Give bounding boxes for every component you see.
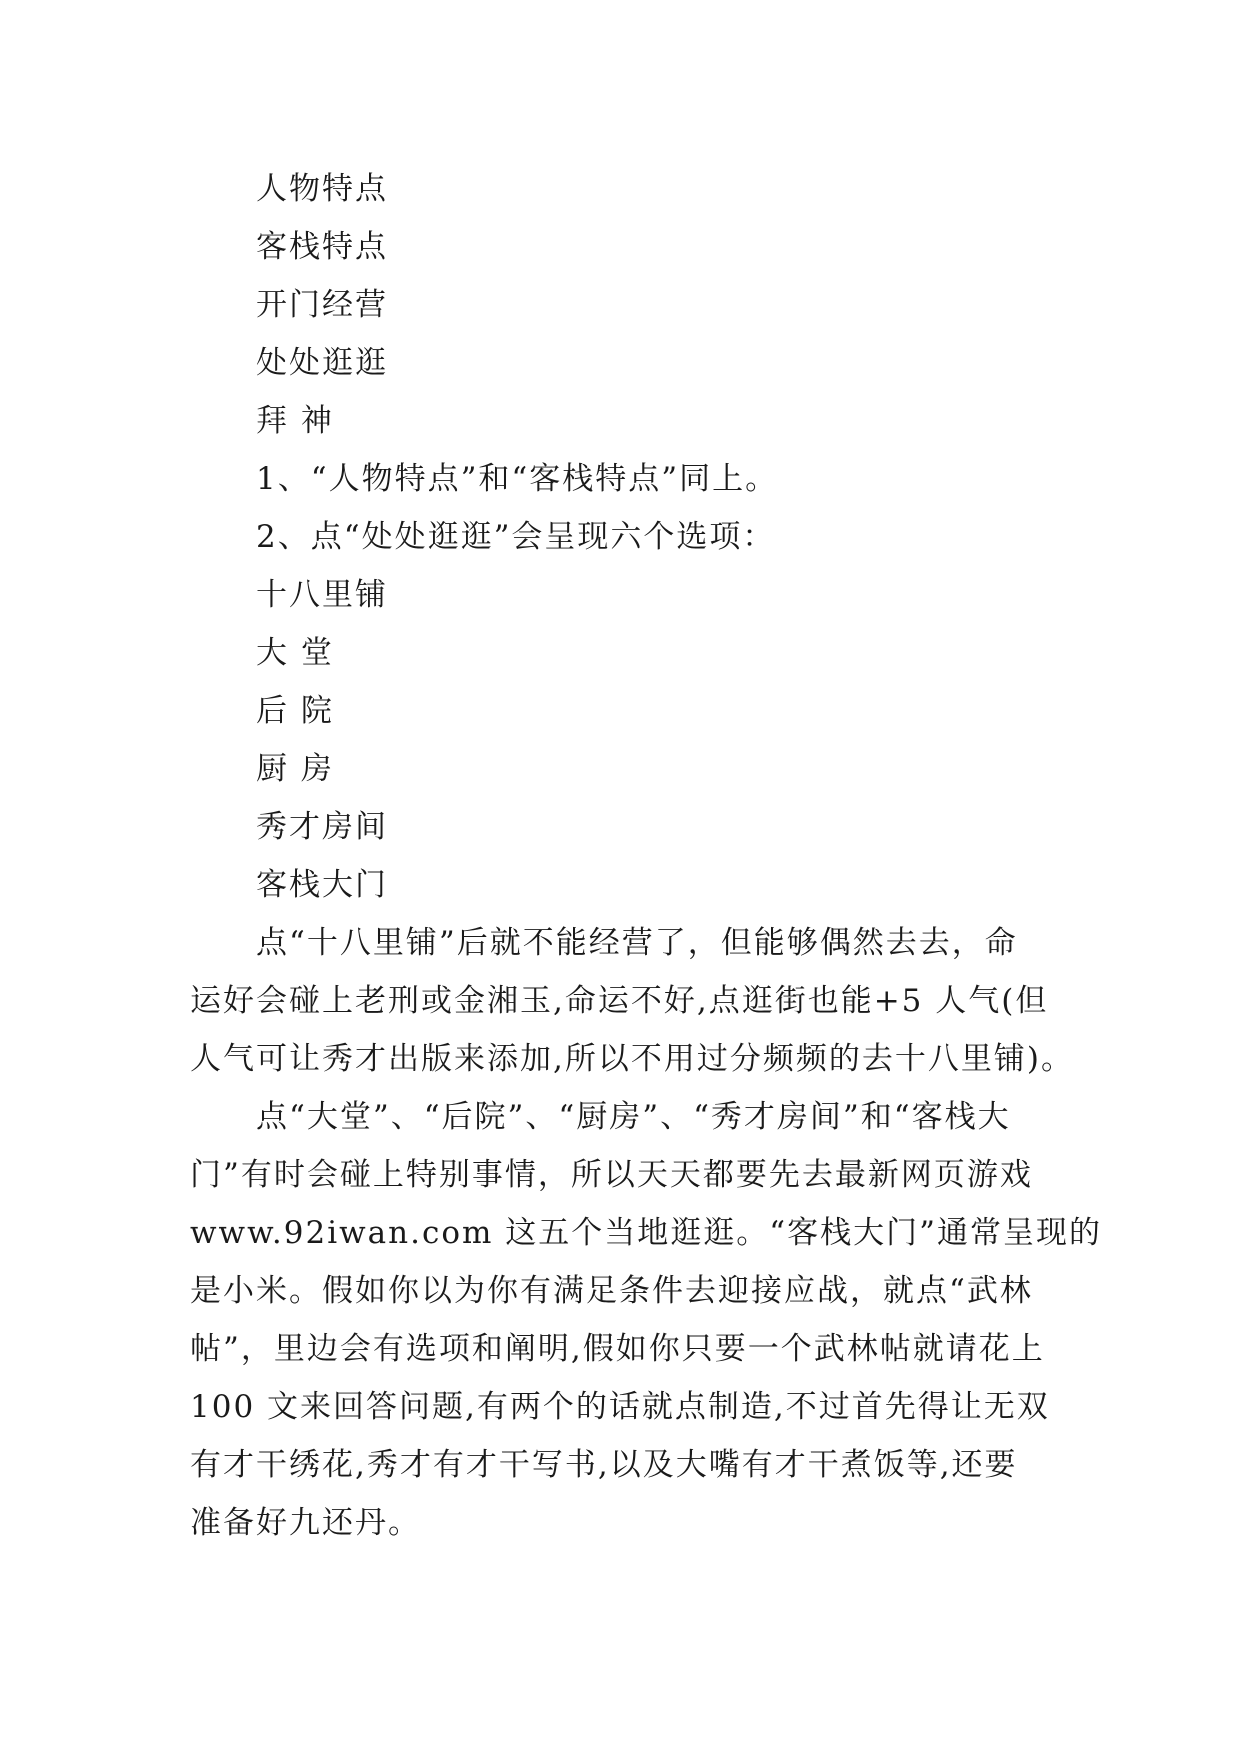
paragraph-line: 准备好九还丹。 — [190, 1505, 421, 1541]
paragraph-line: 是小米。假如你以为你有满足条件去迎接应战，就点“武林 — [190, 1273, 1033, 1309]
list-item: 大 堂 — [256, 635, 334, 671]
list-item: 开门经营 — [256, 287, 388, 323]
paragraph-locations — [190, 1088, 1102, 1552]
paragraph-line: 门”有时会碰上特别事情，所以天天都要先去最新网页游戏 — [190, 1157, 1033, 1193]
document-body — [190, 160, 1102, 1552]
paragraph-line: 有才干绣花,秀才有才干写书,以及大嘴有才干煮饭等,还要 — [190, 1447, 1018, 1483]
paragraph-line: 点“十八里铺”后就不能经营了，但能够偶然去去，命 — [256, 925, 1018, 961]
paragraph-line: 帖”，里边会有选项和阐明,假如你只要一个武林帖就请花上 — [190, 1331, 1045, 1367]
list-item: 处处逛逛 — [256, 345, 388, 381]
paragraph-line: www.92iwan.com 这五个当地逛逛。“客栈大门”通常呈现的 — [190, 1215, 1102, 1251]
paragraph-line: 100 文来回答问题,有两个的话就点制造,不过首先得让无双 — [190, 1389, 1050, 1425]
numbered-note: 1、“人物特点”和“客栈特点”同上。 — [256, 461, 779, 497]
paragraph-line: 运好会碰上老刑或金湘玉,命运不好,点逛街也能+5 人气(但 — [190, 983, 1049, 1019]
list-item: 十八里铺 — [256, 577, 388, 613]
paragraph-line: 人气可让秀才出版来添加,所以不用过分频频的去十八里铺)。 — [190, 1041, 1074, 1077]
list-item: 拜 神 — [256, 403, 334, 439]
list-item: 厨 房 — [256, 751, 334, 787]
list-item: 人物特点 — [256, 171, 388, 207]
numbered-note: 2、点“处处逛逛”会呈现六个选项： — [256, 519, 776, 555]
paragraph-line: 点“大堂”、“后院”、“厨房”、“秀才房间”和“客栈大 — [256, 1099, 1011, 1135]
list-item: 客栈特点 — [256, 229, 388, 265]
list-item: 后 院 — [256, 693, 334, 729]
paragraph-eighteen-mile — [190, 914, 1074, 1088]
list-item: 秀才房间 — [256, 809, 388, 845]
list-item: 客栈大门 — [256, 867, 388, 903]
